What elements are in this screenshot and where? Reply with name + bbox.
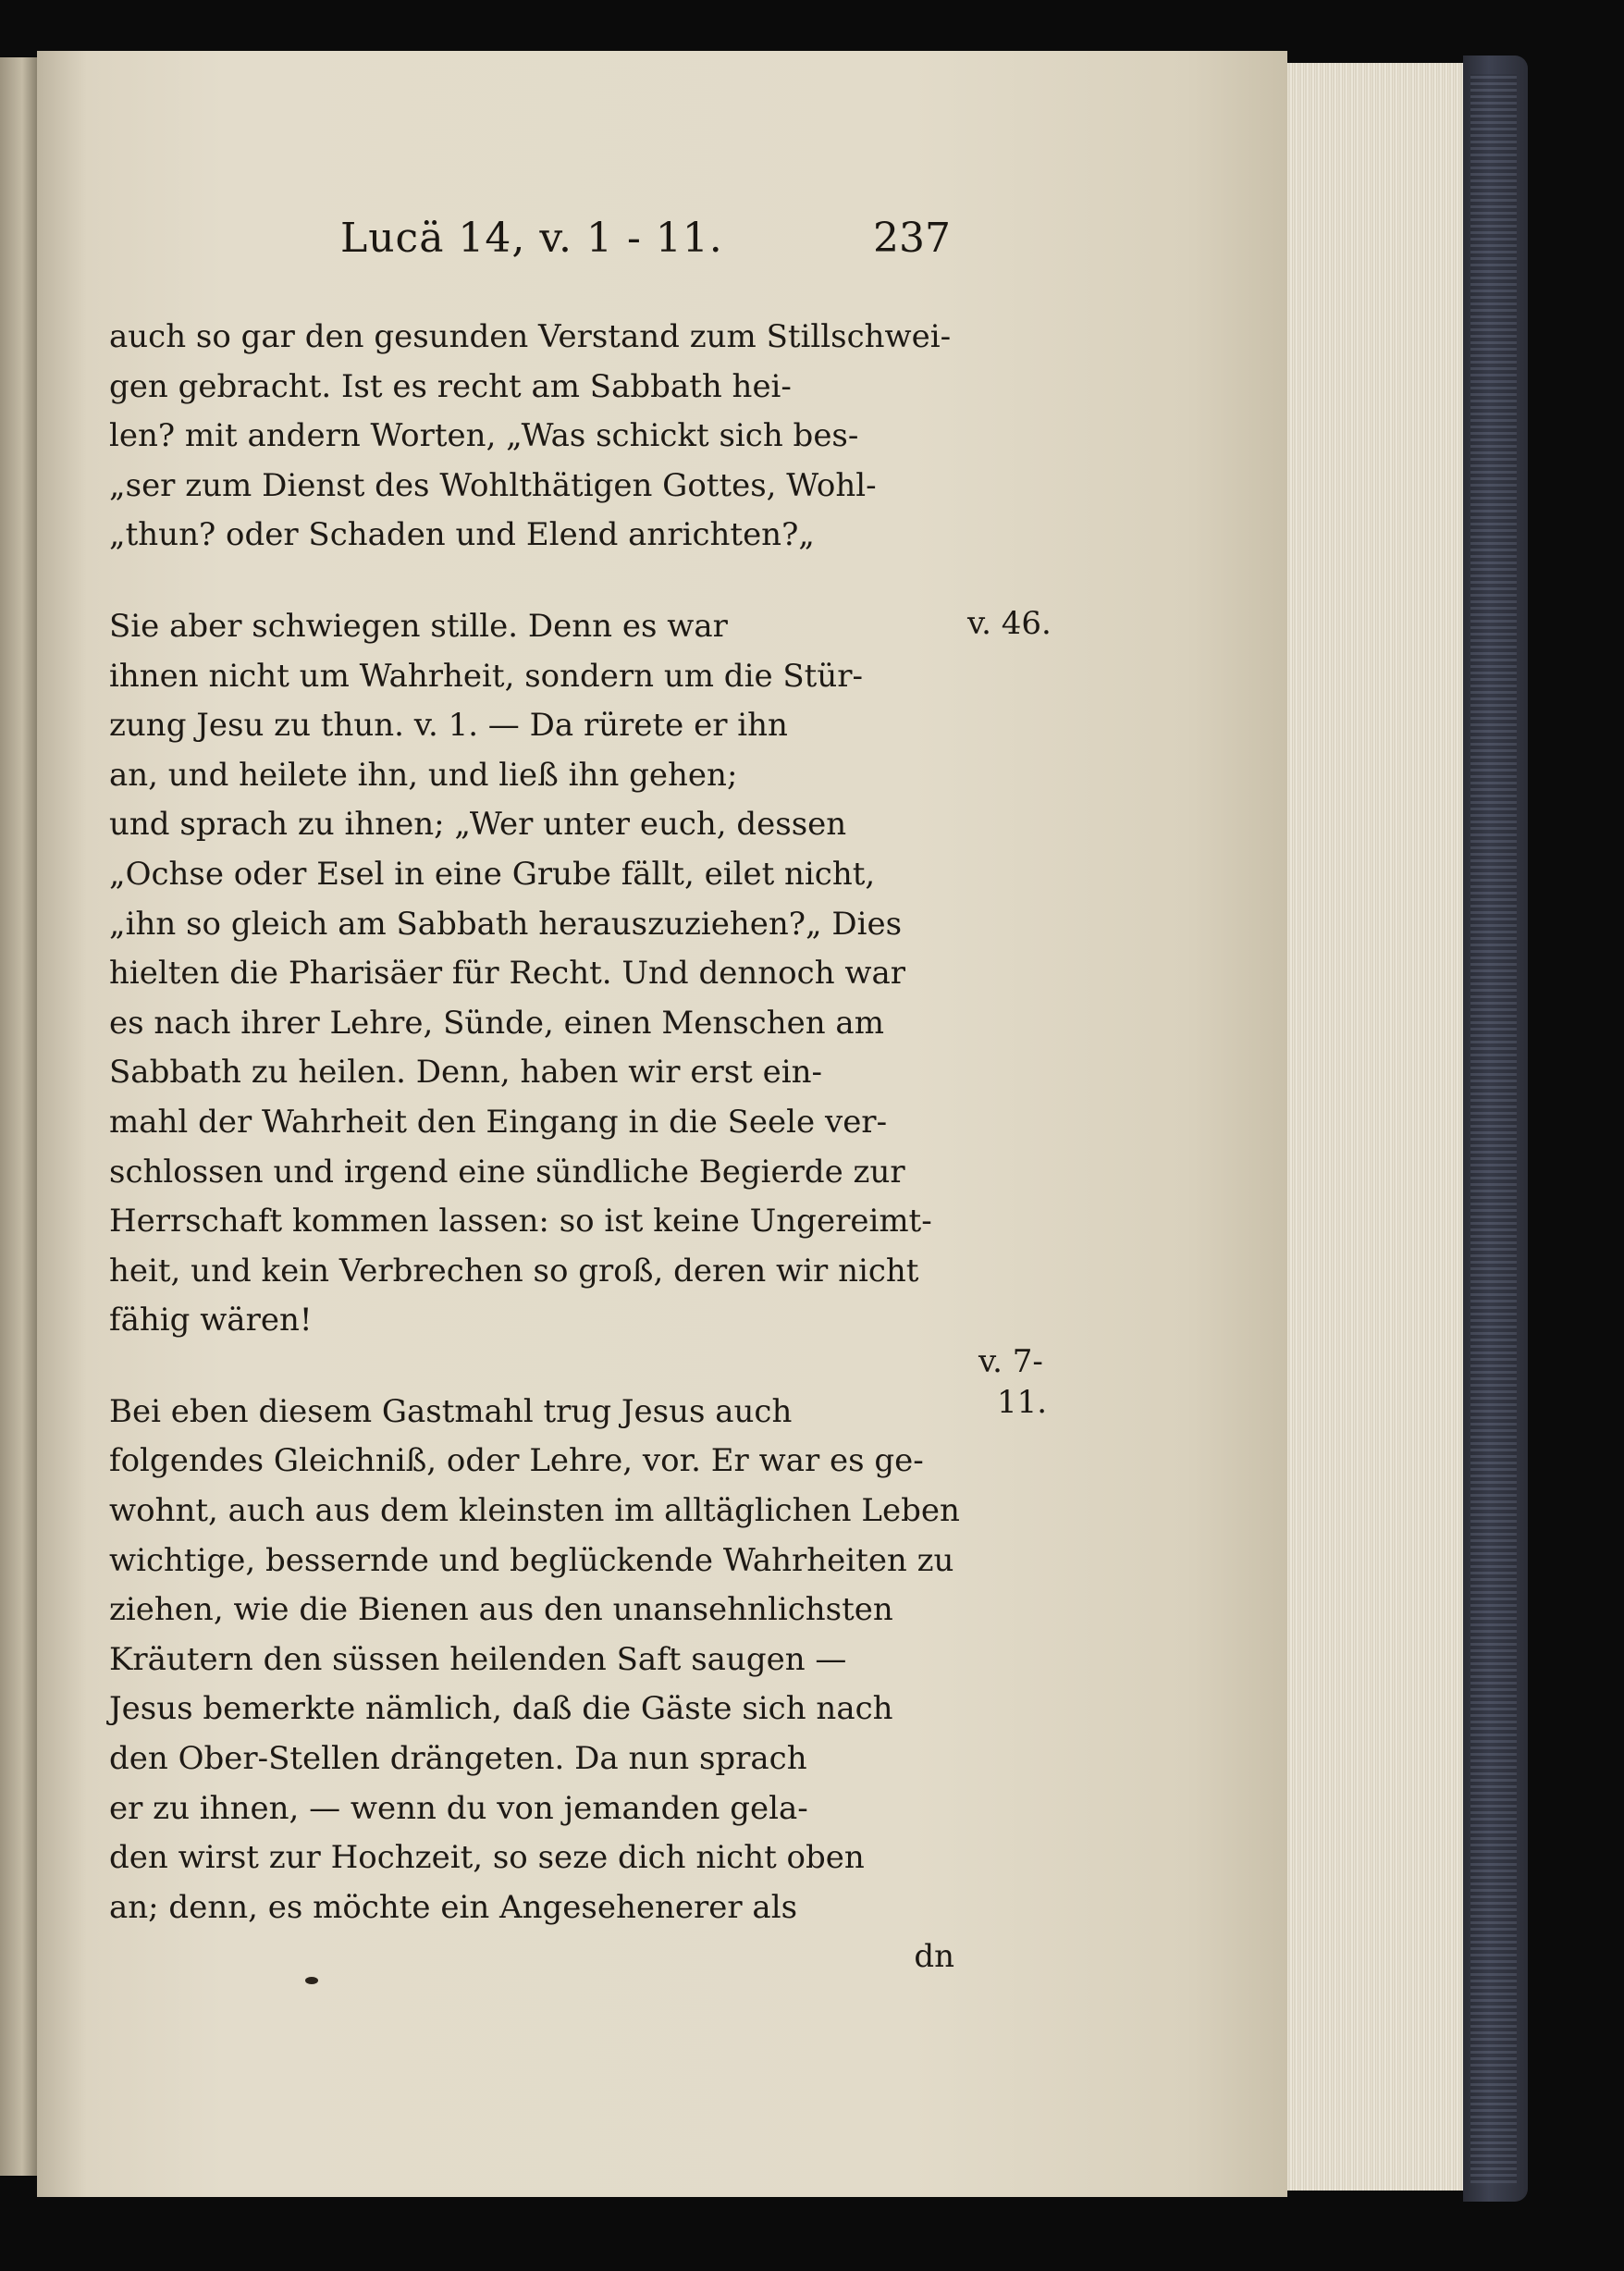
text-line: Sabbath zu heilen. Denn, haben wir erst ein- xyxy=(109,1054,823,1092)
text-line: und sprach zu ihnen; „Wer unter euch, dessen xyxy=(109,806,847,844)
text-line: ihnen nicht um Wahrheit, sondern um die Stür- xyxy=(109,657,863,695)
text-line: Sie aber schwiegen stille. Denn es war xyxy=(109,607,728,645)
margin-note-verse: 11. xyxy=(997,1384,1048,1421)
previous-page-edge xyxy=(0,57,37,2176)
paragraph-gap xyxy=(109,1346,960,1388)
margin-note-verse: v. 46. xyxy=(967,605,1052,642)
text-line: er zu ihnen, — wenn du von jemanden gela- xyxy=(109,1789,808,1827)
text-line: folgendes Gleichniß, oder Lehre, vor. Er war es ge- xyxy=(109,1442,924,1480)
page-header xyxy=(340,215,951,270)
text-line: Kräutern den süssen heilenden Saft saugen — xyxy=(109,1640,847,1678)
text-line: es nach ihrer Lehre, Sünde, einen Menschen am xyxy=(109,1004,884,1042)
text-line: „ihn so gleich am Sabbath herauszuziehen?„ Dies xyxy=(109,905,903,943)
paragraph-gap xyxy=(109,561,960,602)
text-line: den wirst zur Hochzeit, so seze dich nicht oben xyxy=(109,1839,865,1877)
text-line: an, und heilete ihn, und ließ ihn gehen; xyxy=(109,756,738,794)
page-number: 237 xyxy=(873,215,951,262)
text-line: mahl der Wahrheit den Eingang in die Seele ver- xyxy=(109,1103,888,1141)
text-line: fähig wären! xyxy=(109,1302,313,1339)
text-line: heit, und kein Verbrechen so groß, deren wir nicht xyxy=(109,1252,919,1290)
text-line: len? mit andern Worten, „Was schickt sich bes- xyxy=(109,417,859,455)
text-line: schlossen und irgend eine sündliche Begierde zur xyxy=(109,1153,905,1191)
catchword: dn xyxy=(914,1938,954,1976)
text-line: „Ochse oder Esel in eine Grube fällt, eilet nicht, xyxy=(109,855,876,893)
text-line: gen gebracht. Ist es recht am Sabbath hei- xyxy=(109,367,792,405)
margin-note-verse: v. 7- xyxy=(978,1343,1043,1380)
body-text xyxy=(109,313,960,1982)
text-line: wohnt, auch aus dem kleinsten im alltäglichen Leben xyxy=(109,1492,960,1530)
text-line: „thun? oder Schaden und Elend anrichten?„ xyxy=(109,516,815,554)
text-line: hielten die Pharisäer für Recht. Und dennoch war xyxy=(109,955,906,993)
running-title: Lucä 14, v. 1 - 11. xyxy=(340,215,723,262)
text-line: „ser zum Dienst des Wohlthätigen Gottes, Wohl- xyxy=(109,466,877,504)
cover-texture xyxy=(1470,74,1517,2183)
text-line: Bei eben diesem Gastmahl trug Jesus auch xyxy=(109,1392,793,1430)
ink-speck xyxy=(305,1977,318,1984)
text-line: Herrschaft kommen lassen: so ist keine Ungereimt- xyxy=(109,1203,932,1240)
text-line: an; denn, es möchte ein Angesehenerer als xyxy=(109,1888,798,1926)
text-line: Jesus bemerkte nämlich, daß die Gäste sich nach xyxy=(109,1690,893,1728)
text-line: wichtige, bessernde und beglückende Wahrheiten zu xyxy=(109,1541,954,1579)
text-line: ziehen, wie die Bienen aus den unansehnlichsten xyxy=(109,1591,893,1629)
text-line: auch so gar den gesunden Verstand zum Stillschwei- xyxy=(109,318,952,355)
text-line: zung Jesu zu thun. v. 1. — Da rürete er ihn xyxy=(109,707,788,745)
text-line: den Ober-Stellen drängeten. Da nun sprach xyxy=(109,1740,807,1778)
page-block-edges xyxy=(1287,63,1466,2191)
